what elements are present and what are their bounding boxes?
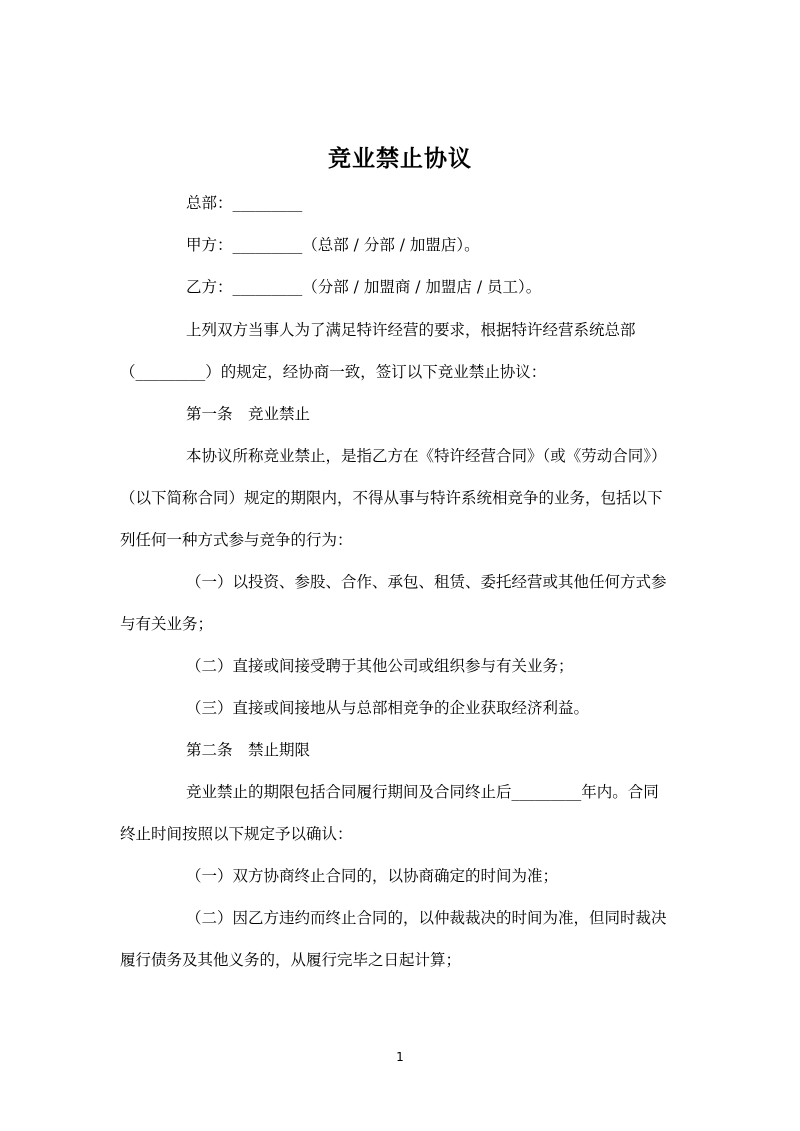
- paragraph-intro-line-2: （_________）的规定，经协商一致，签订以下竞业禁止协议：: [120, 363, 547, 381]
- article-2-item-2-line-1: （二）因乙方违约而终止合同的，以仲裁裁决的时间为准，但同时裁决: [186, 909, 667, 927]
- line-party-b: 乙方：_________（分部 / 加盟商 / 加盟店 / 员工）。: [186, 278, 542, 296]
- article-1-paragraph-line-2: （以下简称合同）规定的期限内，不得从事与特许系统相竞争的业务，包括以下: [120, 489, 663, 507]
- article-2-paragraph-line-1: 竞业禁止的期限包括合同履行期间及合同终止后_________年内。合同: [186, 783, 659, 801]
- article-2-item-1: （一）双方协商终止合同的，以协商确定的时间为准；: [186, 867, 559, 885]
- paragraph-intro-line-1: 上列双方当事人为了满足特许经营的要求，根据特许经营系统总部: [186, 321, 636, 339]
- line-party-a: 甲方：_________（总部 / 分部 / 加盟店）。: [186, 236, 480, 254]
- article-1-item-3: （三）直接或间接地从与总部相竞争的企业获取经济利益。: [186, 699, 590, 717]
- line-hq: 总部：_________: [186, 194, 303, 212]
- article-1-item-2: （二）直接或间接受聘于其他公司或组织参与有关业务；: [186, 657, 574, 675]
- article-1-heading: 第一条 竞业禁止: [186, 405, 311, 423]
- page-number: 1: [396, 1050, 404, 1064]
- article-1-item-1-line-2: 与有关业务；: [120, 615, 214, 633]
- article-1-paragraph-line-1: 本协议所称竞业禁止，是指乙方在《特许经营合同》（或《劳动合同》）: [186, 447, 667, 465]
- article-1-item-1-line-1: （一）以投资、参股、合作、承包、租赁、委托经营或其他任何方式参: [186, 573, 667, 591]
- article-2-item-2-line-2: 履行债务及其他义务的，从履行完毕之日起计算；: [120, 951, 462, 969]
- article-1-paragraph-line-3: 列任何一种方式参与竞争的行为：: [120, 531, 353, 549]
- document-title: 竞业禁止协议: [328, 146, 472, 172]
- article-2-paragraph-line-2: 终止时间按照以下规定予以确认：: [120, 825, 353, 843]
- article-2-heading: 第二条 禁止期限: [186, 741, 311, 759]
